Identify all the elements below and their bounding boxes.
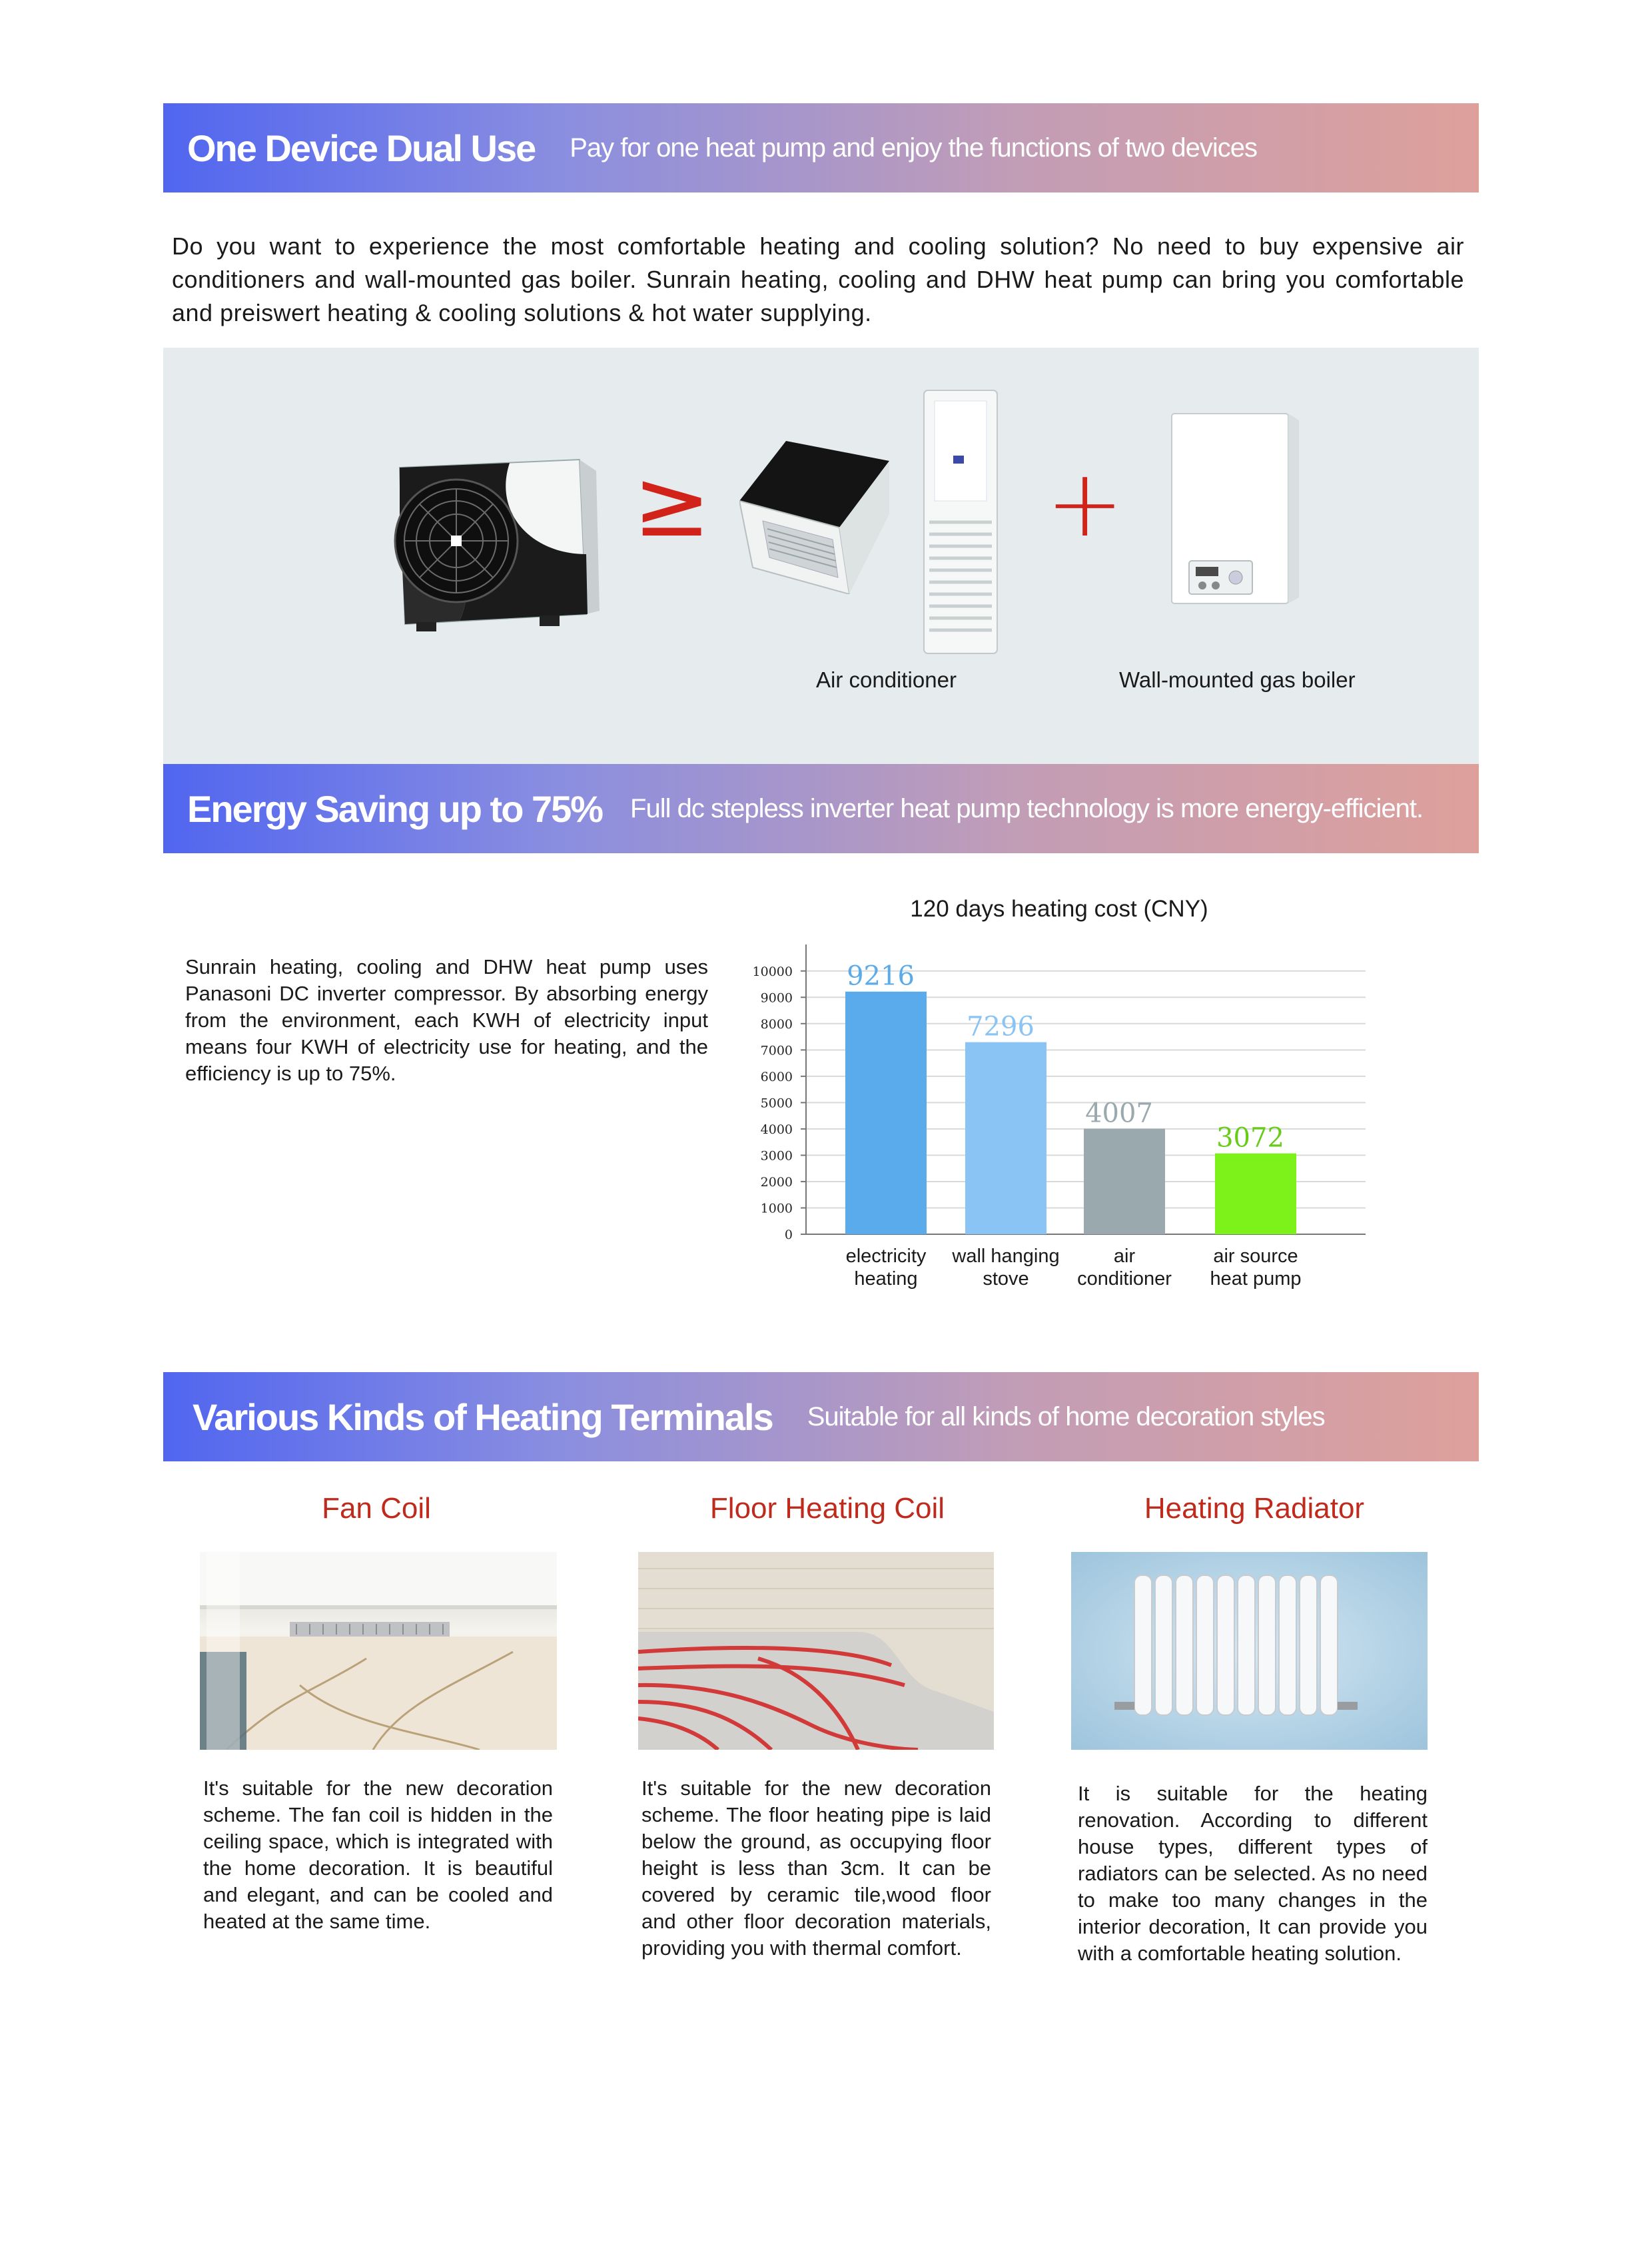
- floor-heating-image: [638, 1552, 994, 1750]
- fan-coil-title: Fan Coil: [322, 1492, 431, 1525]
- chart-bars: [845, 992, 1296, 1234]
- chart-y-ticks: [753, 964, 806, 1242]
- y-tick-label: 0: [784, 1228, 793, 1242]
- y-tick-label: 1000: [760, 1201, 793, 1216]
- banner-title: One Device Dual Use: [187, 127, 536, 169]
- fan-coil-description: It's suitable for the new decoration scheme. The fan coil is hidden in the ceiling space, which is integrated with the home decoration. It is beautiful and elegant, and can be cooled and heated at the same time.: [203, 1776, 553, 1933]
- intro-paragraph: Do you want to experience the most comfortable heating and cooling solution? No need to buy expensive air conditioners and wall-mounted gas boiler. Sunrain heating, cooling and DHW heat pump can bring you comfortable and preiswert heating & cooling solutions & hot water supplying.: [172, 232, 1464, 326]
- bar-1: [845, 992, 927, 1234]
- x-label-line: heat pump: [1210, 1268, 1302, 1290]
- y-tick-label: 5000: [760, 1096, 793, 1111]
- air-conditioner-label: Air conditioner: [816, 667, 957, 692]
- bar-4: [1215, 1154, 1296, 1234]
- radiator-description: It is suitable for the heating renovation. According to different house types, different types of radiators can be selected. As no need to make too many changes in the interior decoration, It can provide you with a comfortable heating solution.: [1078, 1782, 1428, 1965]
- banner-subtitle: Suitable for all kinds of home decoration styles: [807, 1401, 1325, 1431]
- floor-heating-title: Floor Heating Coil: [709, 1492, 945, 1525]
- device-comparison-panel: [163, 348, 1479, 764]
- x-label-line: conditioner: [1077, 1268, 1172, 1290]
- y-tick-label: 8000: [760, 1016, 793, 1032]
- cassette-ac-illustration: [739, 434, 893, 594]
- banner-energy-saving: [163, 764, 1479, 853]
- data-label-3: 4007: [1085, 1098, 1153, 1129]
- gas-boiler-illustration: [1169, 411, 1302, 611]
- chart-x-labels: [846, 1246, 1302, 1290]
- x-label-line: stove: [983, 1268, 1029, 1290]
- data-label-4: 3072: [1216, 1122, 1284, 1154]
- bar-2: [965, 1042, 1046, 1234]
- banner-title: Energy Saving up to 75%: [187, 787, 603, 830]
- banner-title: Various Kinds of Heating Terminals: [193, 1395, 773, 1438]
- fan-coil-image: [200, 1552, 557, 1750]
- x-label-4: [1210, 1246, 1301, 1290]
- data-label-1: 9216: [847, 960, 915, 992]
- x-label-1: [846, 1246, 927, 1290]
- y-tick-label: 4000: [760, 1122, 793, 1137]
- floor-heating-description: It's suitable for the new decoration scheme. The floor heating pipe is laid below the ground, as occupying floor height is less than 3cm. It can be covered by ceramic tile,wood floor and other floor decoration materials, providing you with thermal comfort.: [641, 1776, 991, 1960]
- greater-symbol: ≥: [633, 450, 711, 558]
- x-label-line: wall hanging: [952, 1246, 1060, 1267]
- heating-cost-chart: [733, 933, 1386, 1306]
- floor-ac-illustration: [923, 389, 999, 655]
- bar-3: [1084, 1129, 1165, 1234]
- x-label-line: electricity: [845, 1246, 927, 1267]
- banner-subtitle: Pay for one heat pump and enjoy the functions of two devices: [570, 133, 1258, 163]
- y-tick-label: 3000: [760, 1148, 793, 1164]
- data-label-2: 7296: [967, 1011, 1034, 1042]
- radiator-title: Heating Radiator: [1144, 1492, 1365, 1525]
- chart-title: 120 days heating cost (CNY): [910, 896, 1208, 922]
- heat-pump-illustration: [380, 441, 610, 651]
- plus-symbol: +: [1046, 450, 1124, 558]
- y-tick-label: 6000: [760, 1069, 793, 1084]
- radiator-image: [1071, 1552, 1428, 1750]
- x-label-3: [1077, 1246, 1172, 1290]
- y-tick-label: 9000: [760, 990, 793, 1006]
- y-tick-label: 2000: [760, 1174, 793, 1190]
- x-label-2: [951, 1246, 1059, 1290]
- banner-heating-terminals: [163, 1372, 1479, 1461]
- banner-subtitle: Full dc stepless inverter heat pump technology is more energy-efficient.: [630, 793, 1424, 823]
- y-tick-label: 7000: [760, 1043, 793, 1058]
- energy-paragraph: Sunrain heating, cooling and DHW heat pump uses Panasoni DC inverter compressor. By absorbing energy from the environment, each KWH of electricity input means four KWH of electricity use for heating, and the efficiency is up to 75%.: [185, 955, 708, 1085]
- gas-boiler-label: Wall-mounted gas boiler: [1119, 667, 1356, 692]
- y-tick-label: 10000: [752, 964, 793, 979]
- banner-dual-use: [163, 103, 1479, 192]
- x-label-line: air source: [1213, 1246, 1298, 1267]
- x-label-line: heating: [854, 1268, 918, 1290]
- x-label-line: air: [1113, 1246, 1136, 1267]
